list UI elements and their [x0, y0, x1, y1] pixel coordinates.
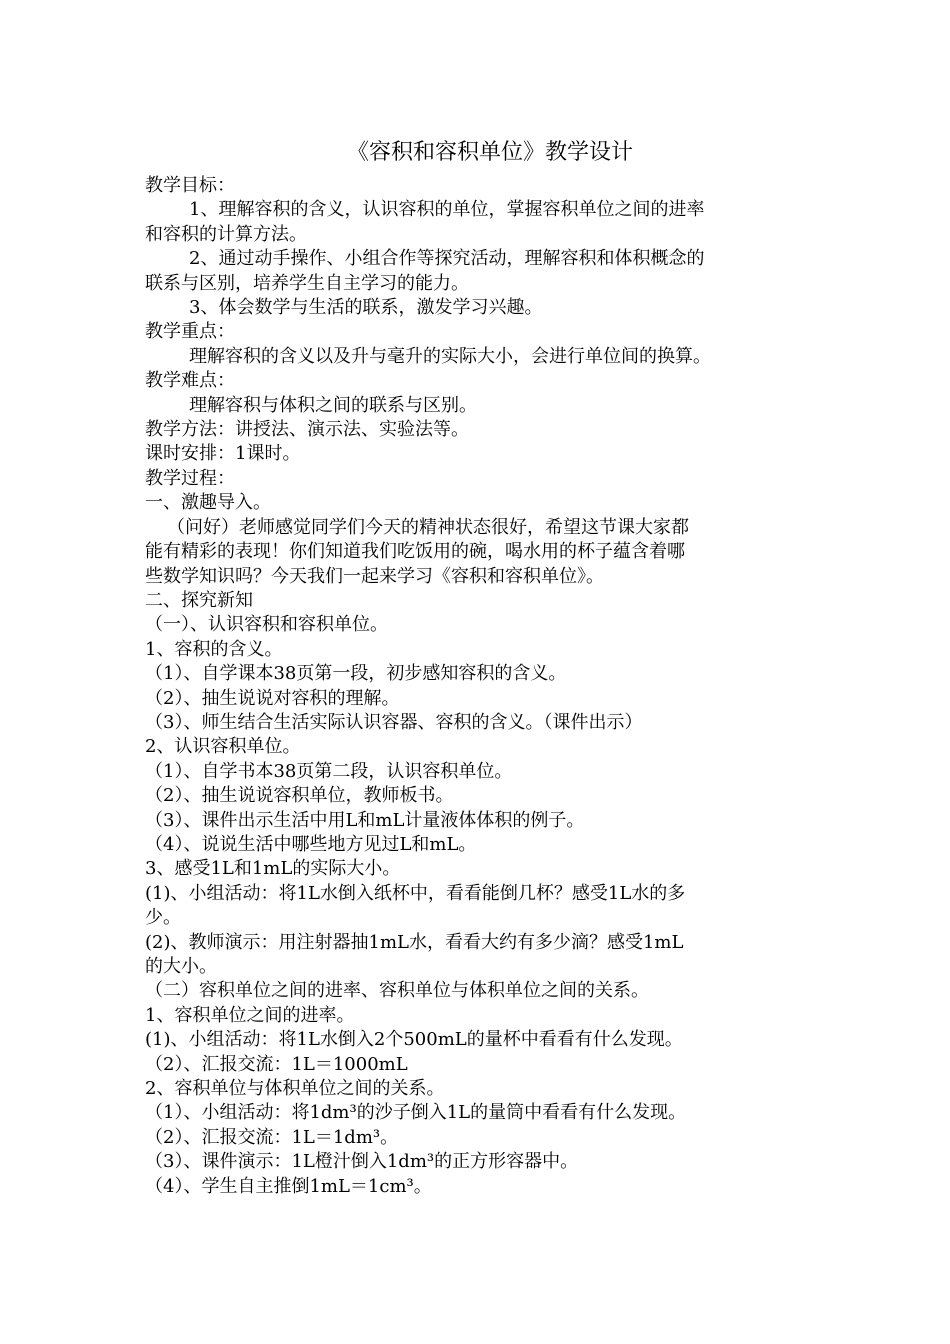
text-line: （3）、课件演示：1L橙汁倒入1dm³的正方形容器中。 — [145, 1151, 579, 1173]
text-line: 教学目标： — [145, 175, 235, 196]
text-line: 的大小。 — [145, 956, 217, 977]
text-line: 理解容积的含义以及升与毫升的实际大小，会进行单位间的换算。 — [189, 345, 711, 367]
text-line: （2）、抽生说说对容积的理解。 — [145, 687, 400, 709]
text-line: （2）、汇报交流：1L＝1dm³。 — [145, 1126, 399, 1148]
document-title: 《容积和容积单位》教学设计 — [346, 140, 633, 165]
text-line: （4）、学生自主推倒1mL＝1cm³。 — [145, 1175, 432, 1197]
text-line: 些数学知识吗？今天我们一起来学习《容积和容积单位》。 — [145, 565, 604, 587]
text-line: （4）、说说生活中哪些地方见过L和mL。 — [145, 833, 477, 855]
text-line: （2）、汇报交流：1L＝1000mL — [145, 1053, 408, 1075]
text-line: 课时安排：1课时。 — [145, 443, 301, 465]
text-line: （1）、小组活动：将1dm³的沙子倒入1L的量筒中看看有什么发现。 — [145, 1102, 687, 1124]
text-line: （问好）老师感觉同学们今天的精神状态很好，希望这节课大家都 — [167, 516, 689, 538]
text-line: (1)、小组活动：将1L水倒入2个500mL的量杯中看看有什么发现。 — [145, 1029, 683, 1051]
text-line: 教学重点： — [145, 321, 235, 343]
text-line: 2、容积单位与体积单位之间的关系。 — [145, 1078, 445, 1100]
text-line: 能有精彩的表现！你们知道我们吃饭用的碗，喝水用的杯子蕴含着哪 — [145, 541, 685, 563]
text-line: （1）、自学课本38页第一段，初步感知容积的含义。 — [145, 663, 567, 685]
text-line: 教学过程： — [145, 467, 235, 489]
text-line: 一、激趣导入。 — [145, 492, 271, 514]
text-line: （二）容积单位之间的进率、容积单位与体积单位之间的关系。 — [145, 980, 649, 1002]
text-line: （3）、课件出示生活中用L和mL计量液体体积的例子。 — [145, 809, 585, 831]
text-line: 教学难点： — [145, 370, 235, 392]
document-body — [145, 174, 835, 1199]
text-line: 二、探究新知 — [145, 589, 253, 611]
text-line: 少。 — [145, 907, 181, 929]
text-line: （1）、自学书本38页第二段，认识容积单位。 — [145, 760, 513, 782]
text-line: 2、认识容积单位。 — [145, 736, 301, 758]
text-line: 1、容积单位之间的进率。 — [145, 1004, 355, 1026]
text-line: （3）、师生结合生活实际认识容器、容积的含义。（课件出示） — [145, 711, 643, 733]
text-line: 和容积的计算方法。 — [145, 223, 307, 245]
text-line: 1、理解容积的含义，认识容积的单位，掌握容积单位之间的进率 — [189, 199, 705, 221]
text-line: 2、通过动手操作、小组合作等探究活动，理解容积和体积概念的 — [189, 248, 705, 270]
text-line: 理解容积与体积之间的联系与区别。 — [189, 394, 477, 416]
text-line: 联系与区别，培养学生自主学习的能力。 — [145, 272, 469, 294]
document-page — [145, 136, 835, 1199]
text-line: (2)、教师演示：用注射器抽1mL水，看看大约有多少滴？感受1mL — [145, 931, 684, 953]
text-line: 1、容积的含义。 — [145, 638, 283, 660]
text-line: 3、体会数学与生活的联系，激发学习兴趣。 — [189, 297, 543, 319]
text-line: 教学方法：讲授法、演示法、实验法等。 — [145, 419, 469, 441]
text-line: （2）、抽生说说容积单位，教师板书。 — [145, 785, 454, 807]
text-line: (1)、小组活动：将1L水倒入纸杯中，看看能倒几杯？感受1L水的多 — [145, 882, 686, 904]
text-line: （一）、认识容积和容积单位。 — [145, 614, 388, 636]
text-line: 3、感受1L和1mL的实际大小。 — [145, 858, 401, 880]
